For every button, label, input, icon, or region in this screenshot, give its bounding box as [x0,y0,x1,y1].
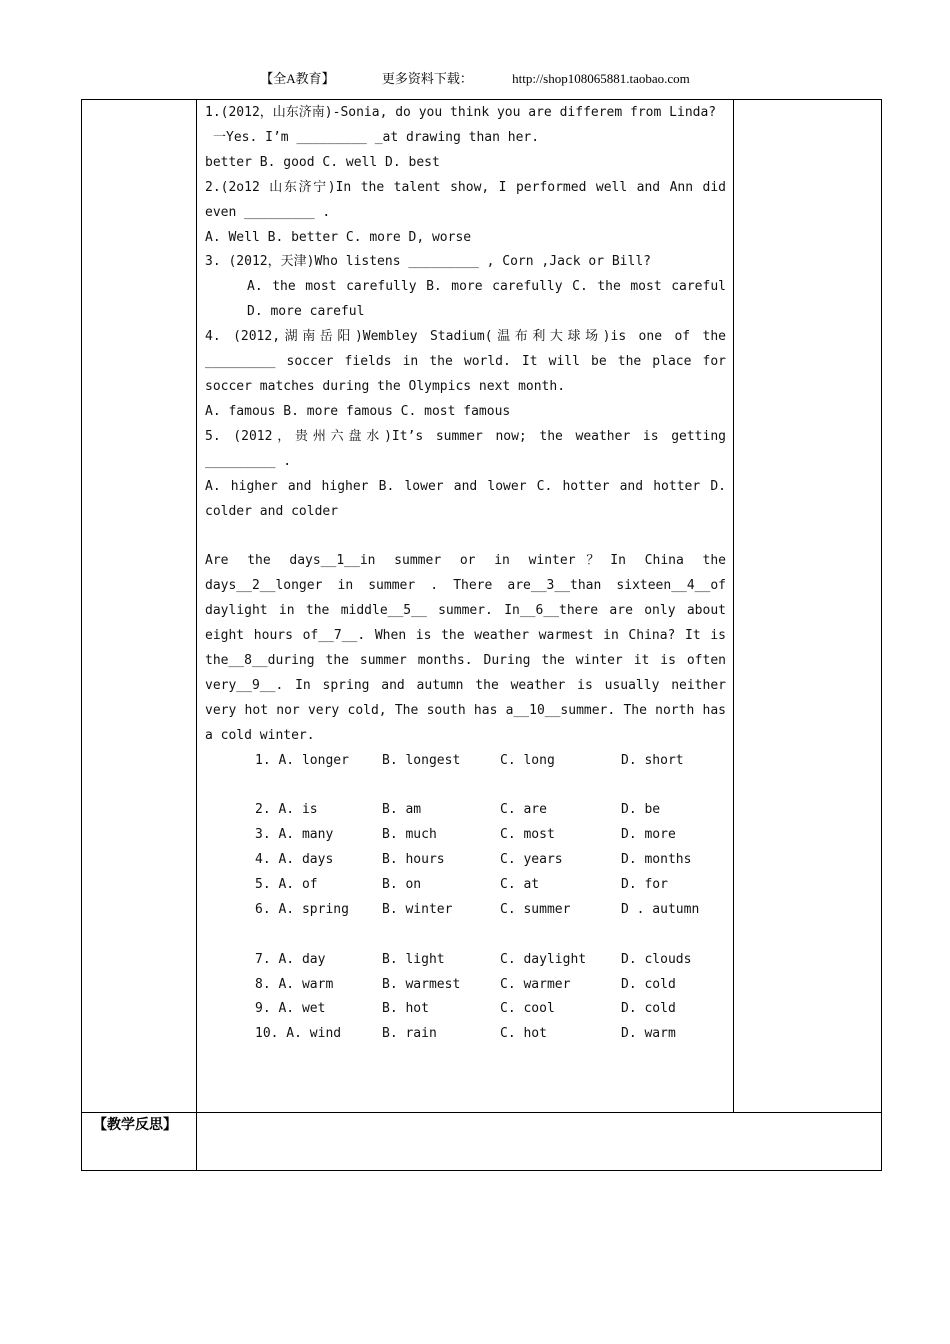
option-cell: C. cool [500,1001,555,1017]
option-row [205,823,726,848]
option-cell: D. clouds [621,951,692,967]
option-cell: B. winter [382,901,453,917]
option-cell: D . autumn [621,901,700,917]
option-row [205,948,726,973]
option-cell: C. hot [500,1026,547,1042]
option-cell: B. hot [382,1001,429,1017]
reflection-row-divider [81,1112,882,1113]
question-1: 1.(2012，山东济南)-Sonia, do you think you are differem from Linda? [205,105,717,120]
cloze-options-group-2 [205,798,726,922]
question-2-options: A. Well B. better C. more D, worse [205,229,472,245]
option-cell: C. at [500,877,540,892]
option-row [205,997,726,1022]
option-cell: 10. A. wind [255,1026,342,1042]
option-row [205,798,726,823]
question-1-options: better B. good C. well D. best [205,154,440,170]
shop-url: http://shop108065881.taobao.com [512,71,690,86]
option-cell: B. light [382,951,445,967]
option-cell: B. am [382,802,422,818]
option-cell: 8. A. warm [255,976,334,992]
question-5-options: A. higher and higher B. lower and lower C. hotter and hotter D. colder and colder [205,478,726,519]
option-cell: B. much [382,827,437,843]
exercise-content [205,101,726,1047]
option-cell: 9. A. wet [255,1001,326,1017]
brand-label: 【全A教育】 [260,71,335,86]
option-cell: D. cold [621,976,676,992]
option-cell: D. more [621,827,676,843]
question-2: 2.(2o12 山东济宁)In the talent show, I performed well and Ann did even _________ . [205,179,726,220]
option-cell: C. years [500,852,563,868]
option-cell: 5. A. of [255,877,318,892]
question-3: 3. (2012，天津)Who listens _________ , Corn ,Jack or Bill? [205,254,651,270]
option-cell: B. hours [382,852,445,868]
option-cell: C. summer [500,901,571,917]
option-cell: D. for [621,877,668,892]
option-cell: 6. A. spring [255,901,349,917]
page-header [0,68,950,87]
option-cell: C. warmer [500,976,571,992]
download-label: 更多资料下载： [381,71,473,86]
option-cell: D. short [621,752,684,768]
option-cell: D. warm [621,1026,676,1042]
option-cell: D. cold [621,1001,676,1017]
cloze-options-group-1 [205,749,726,774]
question-1-answer-line: 一Yes. I’m _________ _at drawing than her. [213,129,540,145]
option-cell: C. are [500,802,547,818]
cloze-passage: Are the days__1__in summer or in winter？In China the days__2__longer in summer . There are__3__than sixteen__4__of daylight in the middle__5__ summer. In__6__there are only about eight hours of__7__. When is the weather warmest in China? It is the__8__during the summer months. During the winter it is often very__9__. In spring and autumn the weather is usually neither very hot nor very cold, The south has a__10__summer. The north has a cold winter. [205,553,726,743]
option-cell: 4. A. days [255,852,334,868]
option-cell: C. long [500,752,555,768]
column-divider-right [733,99,734,1112]
option-row [205,898,726,923]
option-cell: D. be [621,802,661,818]
option-cell: 3. A. many [255,827,334,843]
option-cell: B. on [382,877,422,892]
teaching-reflection-label: 【教学反思】 [93,1117,177,1133]
question-4: 4. (2012,湖南岳阳)Wembley Stadium(温布利大球场)is one of the _________ soccer fields in the world. It will be the place for soccer matches during the Olympics next month. [205,329,726,394]
question-5: 5. (2012，贵州六盘水)It’s summer now; the weather is getting _________ . [205,428,726,469]
option-cell: C. daylight [500,951,587,967]
option-cell: D. months [621,852,692,868]
option-row [205,749,726,774]
option-cell: B. longest [382,752,461,768]
question-4-options: A. famous B. more famous C. most famous [205,403,511,419]
option-row [205,873,726,898]
option-cell: 2. A. is [255,802,318,818]
option-cell: B. rain [382,1026,437,1042]
option-row [205,848,726,873]
option-row [205,1022,726,1047]
option-cell: 1. A. longer [255,752,349,768]
option-cell: 7. A. day [255,951,326,967]
column-divider-left [196,99,197,1171]
option-row [205,973,726,998]
question-3-options: A. the most carefully B. more carefully C. the most careful D. more careful [247,279,726,320]
option-cell: C. most [500,827,555,843]
option-cell: B. warmest [382,976,461,992]
cloze-options-group-3 [205,948,726,1048]
